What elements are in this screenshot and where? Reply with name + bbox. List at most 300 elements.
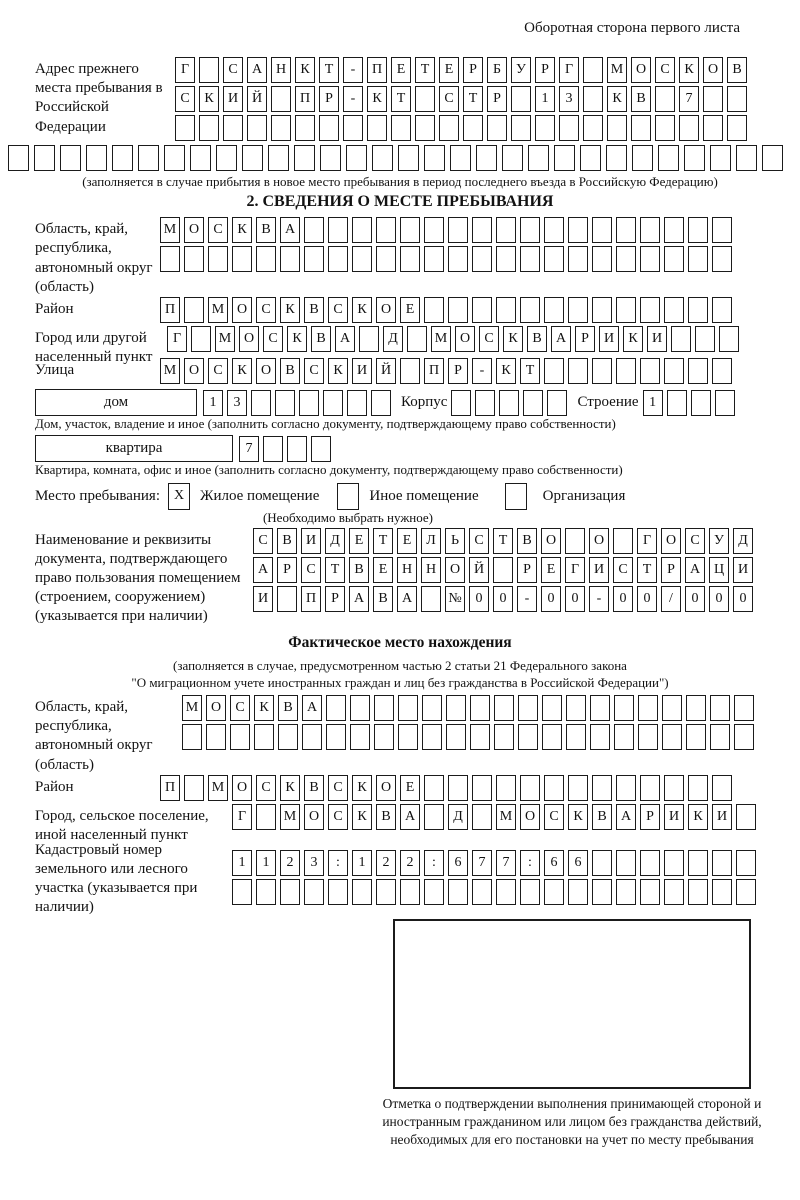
char-box[interactable] [350,724,370,750]
char-box[interactable]: 7 [496,850,516,876]
char-box[interactable] [736,804,756,830]
char-box[interactable] [424,804,444,830]
char-box[interactable]: М [182,695,202,721]
char-box[interactable] [446,724,466,750]
char-box[interactable] [544,297,564,323]
char-box[interactable]: К [199,86,219,112]
char-box[interactable] [323,390,343,416]
char-box[interactable] [451,390,471,416]
char-box[interactable]: О [589,528,609,554]
char-box[interactable] [424,217,444,243]
char-box[interactable]: Р [640,804,660,830]
char-box[interactable] [472,246,492,272]
char-box[interactable]: Н [397,557,417,583]
char-box[interactable] [302,724,322,750]
char-box[interactable] [242,145,263,171]
char-box[interactable] [230,724,250,750]
char-box[interactable] [487,115,507,141]
char-box[interactable] [616,879,636,905]
char-box[interactable] [568,217,588,243]
char-box[interactable] [450,145,471,171]
char-box[interactable] [350,695,370,721]
char-box[interactable] [616,850,636,876]
char-box[interactable] [175,115,195,141]
char-box[interactable] [710,724,730,750]
char-box[interactable] [182,724,202,750]
char-box[interactable]: В [592,804,612,830]
char-box[interactable]: - [589,586,609,612]
char-box[interactable]: 0 [565,586,585,612]
char-box[interactable]: / [661,586,681,612]
char-box[interactable] [655,86,675,112]
char-box[interactable]: С [613,557,633,583]
char-box[interactable]: А [400,804,420,830]
char-box[interactable]: С [263,326,283,352]
char-box[interactable] [320,145,341,171]
char-box[interactable]: А [685,557,705,583]
char-box[interactable] [542,695,562,721]
char-box[interactable] [520,879,540,905]
char-box[interactable] [232,246,252,272]
char-box[interactable]: 6 [568,850,588,876]
char-box[interactable] [614,724,634,750]
char-box[interactable] [736,850,756,876]
char-box[interactable]: М [496,804,516,830]
char-box[interactable]: 3 [304,850,324,876]
char-box[interactable]: 2 [400,850,420,876]
char-box[interactable]: Г [232,804,252,830]
char-box[interactable] [415,115,435,141]
char-box[interactable]: О [304,804,324,830]
char-box[interactable] [422,724,442,750]
char-box[interactable] [374,695,394,721]
char-box[interactable] [542,724,562,750]
char-box[interactable] [583,115,603,141]
char-box[interactable] [199,115,219,141]
char-box[interactable]: П [424,358,444,384]
char-box[interactable] [472,879,492,905]
char-box[interactable] [703,86,723,112]
char-box[interactable]: Д [383,326,403,352]
char-box[interactable]: К [254,695,274,721]
char-box[interactable]: Т [415,57,435,83]
char-box[interactable]: С [304,358,324,384]
char-box[interactable] [502,145,523,171]
apartment-type-box[interactable]: квартира [35,435,233,462]
char-box[interactable] [294,145,315,171]
char-box[interactable] [328,217,348,243]
char-box[interactable] [616,297,636,323]
char-box[interactable]: - [472,358,492,384]
char-box[interactable] [34,145,55,171]
char-box[interactable]: В [631,86,651,112]
char-box[interactable]: У [709,528,729,554]
char-box[interactable] [684,145,705,171]
char-box[interactable] [640,246,660,272]
char-box[interactable]: Т [463,86,483,112]
char-box[interactable]: Ь [445,528,465,554]
char-box[interactable]: И [712,804,732,830]
char-box[interactable]: О [661,528,681,554]
char-box[interactable]: В [373,586,393,612]
char-box[interactable]: А [551,326,571,352]
char-box[interactable] [304,246,324,272]
char-box[interactable]: К [367,86,387,112]
char-box[interactable] [328,879,348,905]
char-box[interactable]: Т [373,528,393,554]
char-box[interactable]: С [256,775,276,801]
char-box[interactable]: К [623,326,643,352]
char-box[interactable] [352,246,372,272]
char-box[interactable]: В [256,217,276,243]
char-box[interactable] [520,217,540,243]
char-box[interactable] [710,145,731,171]
char-box[interactable] [736,145,757,171]
char-box[interactable] [712,358,732,384]
char-box[interactable]: К [688,804,708,830]
char-box[interactable] [566,695,586,721]
char-box[interactable] [640,358,660,384]
char-box[interactable] [590,695,610,721]
char-box[interactable] [727,115,747,141]
char-box[interactable]: Е [373,557,393,583]
char-box[interactable]: И [599,326,619,352]
char-box[interactable] [415,86,435,112]
char-box[interactable]: П [367,57,387,83]
char-box[interactable] [535,115,555,141]
char-box[interactable] [407,326,427,352]
char-box[interactable] [494,695,514,721]
char-box[interactable]: Р [575,326,595,352]
char-box[interactable] [448,775,468,801]
char-box[interactable] [734,724,754,750]
char-box[interactable]: Н [271,57,291,83]
char-box[interactable] [592,217,612,243]
char-box[interactable] [640,775,660,801]
char-box[interactable]: П [301,586,321,612]
char-box[interactable] [304,879,324,905]
char-box[interactable]: И [253,586,273,612]
char-box[interactable] [112,145,133,171]
char-box[interactable] [592,297,612,323]
char-box[interactable] [734,695,754,721]
char-box[interactable]: К [352,804,372,830]
char-box[interactable]: К [679,57,699,83]
char-box[interactable]: О [184,217,204,243]
char-box[interactable] [664,246,684,272]
char-box[interactable]: В [304,775,324,801]
char-box[interactable] [268,145,289,171]
char-box[interactable]: С [301,557,321,583]
char-box[interactable]: А [253,557,273,583]
char-box[interactable] [398,145,419,171]
char-box[interactable]: В [727,57,747,83]
char-box[interactable] [616,217,636,243]
char-box[interactable] [398,695,418,721]
char-box[interactable]: К [352,775,372,801]
char-box[interactable] [554,145,575,171]
char-box[interactable]: И [647,326,667,352]
char-box[interactable]: № [445,586,465,612]
char-box[interactable]: И [589,557,609,583]
char-box[interactable]: В [280,358,300,384]
char-box[interactable] [247,115,267,141]
char-box[interactable] [496,297,516,323]
char-box[interactable]: К [496,358,516,384]
char-box[interactable] [520,297,540,323]
char-box[interactable]: А [247,57,267,83]
char-box[interactable] [518,724,538,750]
char-box[interactable]: Р [463,57,483,83]
char-box[interactable]: О [232,775,252,801]
char-box[interactable] [688,246,708,272]
char-box[interactable]: В [311,326,331,352]
char-box[interactable]: С [328,297,348,323]
char-box[interactable] [251,390,271,416]
char-box[interactable]: С [685,528,705,554]
char-box[interactable]: 3 [227,390,247,416]
char-box[interactable] [367,115,387,141]
char-box[interactable] [688,217,708,243]
char-box[interactable]: Г [175,57,195,83]
char-box[interactable]: : [520,850,540,876]
char-box[interactable]: 1 [352,850,372,876]
char-box[interactable]: М [208,775,228,801]
char-box[interactable] [712,850,732,876]
char-box[interactable]: О [256,358,276,384]
char-box[interactable] [686,724,706,750]
char-box[interactable]: Е [391,57,411,83]
char-box[interactable] [295,115,315,141]
house-type-box[interactable]: дом [35,389,197,416]
char-box[interactable] [544,775,564,801]
char-box[interactable] [658,145,679,171]
char-box[interactable] [256,879,276,905]
char-box[interactable] [424,775,444,801]
stay-type-checkbox-residential[interactable]: X [168,483,190,510]
char-box[interactable] [511,86,531,112]
char-box[interactable]: 0 [685,586,705,612]
char-box[interactable]: 0 [541,586,561,612]
char-box[interactable]: О [232,297,252,323]
char-box[interactable] [254,724,274,750]
char-box[interactable]: Е [349,528,369,554]
char-box[interactable]: Й [376,358,396,384]
char-box[interactable]: Т [520,358,540,384]
char-box[interactable] [280,879,300,905]
char-box[interactable]: К [352,297,372,323]
char-box[interactable] [256,804,276,830]
char-box[interactable] [691,390,711,416]
char-box[interactable] [352,217,372,243]
char-box[interactable] [583,86,603,112]
char-box[interactable] [496,217,516,243]
char-box[interactable]: О [445,557,465,583]
char-box[interactable] [359,326,379,352]
char-box[interactable]: А [335,326,355,352]
char-box[interactable]: И [301,528,321,554]
char-box[interactable] [400,879,420,905]
char-box[interactable] [688,297,708,323]
char-box[interactable] [304,217,324,243]
char-box[interactable]: О [184,358,204,384]
char-box[interactable]: 1 [203,390,223,416]
char-box[interactable] [664,850,684,876]
char-box[interactable] [632,145,653,171]
char-box[interactable]: Й [469,557,489,583]
char-box[interactable]: А [397,586,417,612]
char-box[interactable]: 7 [239,436,259,462]
char-box[interactable] [446,695,466,721]
char-box[interactable]: К [328,358,348,384]
char-box[interactable] [695,326,715,352]
char-box[interactable]: М [160,358,180,384]
char-box[interactable] [472,804,492,830]
char-box[interactable]: С [544,804,564,830]
char-box[interactable]: Г [559,57,579,83]
char-box[interactable]: Т [391,86,411,112]
char-box[interactable]: А [616,804,636,830]
char-box[interactable] [391,115,411,141]
char-box[interactable]: С [208,358,228,384]
char-box[interactable] [679,115,699,141]
char-box[interactable] [496,246,516,272]
char-box[interactable]: 1 [643,390,663,416]
char-box[interactable]: И [664,804,684,830]
char-box[interactable]: Б [487,57,507,83]
char-box[interactable] [448,246,468,272]
char-box[interactable] [263,436,283,462]
char-box[interactable] [190,145,211,171]
char-box[interactable]: С [175,86,195,112]
char-box[interactable] [592,246,612,272]
char-box[interactable] [275,390,295,416]
char-box[interactable] [160,246,180,272]
char-box[interactable] [280,246,300,272]
char-box[interactable]: 7 [472,850,492,876]
char-box[interactable]: Д [448,804,468,830]
char-box[interactable]: Т [325,557,345,583]
char-box[interactable] [278,724,298,750]
char-box[interactable]: К [232,358,252,384]
char-box[interactable]: К [295,57,315,83]
char-box[interactable] [568,297,588,323]
char-box[interactable] [640,217,660,243]
char-box[interactable] [616,358,636,384]
char-box[interactable] [424,145,445,171]
char-box[interactable]: О [376,775,396,801]
char-box[interactable] [232,879,252,905]
char-box[interactable]: С [256,297,276,323]
char-box[interactable]: 0 [469,586,489,612]
char-box[interactable]: О [455,326,475,352]
char-box[interactable] [712,217,732,243]
char-box[interactable] [592,775,612,801]
char-box[interactable]: : [424,850,444,876]
char-box[interactable] [520,775,540,801]
char-box[interactable] [664,358,684,384]
char-box[interactable]: Ц [709,557,729,583]
char-box[interactable] [664,775,684,801]
char-box[interactable] [398,724,418,750]
char-box[interactable] [223,115,243,141]
char-box[interactable]: В [376,804,396,830]
char-box[interactable]: А [280,217,300,243]
char-box[interactable]: А [349,586,369,612]
char-box[interactable]: С [479,326,499,352]
char-box[interactable]: М [607,57,627,83]
char-box[interactable] [568,358,588,384]
char-box[interactable]: О [703,57,723,83]
char-box[interactable]: 0 [637,586,657,612]
char-box[interactable] [607,115,627,141]
char-box[interactable] [191,326,211,352]
char-box[interactable]: Р [448,358,468,384]
char-box[interactable] [448,879,468,905]
char-box[interactable] [712,297,732,323]
char-box[interactable] [376,879,396,905]
char-box[interactable]: 1 [256,850,276,876]
char-box[interactable] [424,879,444,905]
char-box[interactable] [476,145,497,171]
char-box[interactable]: Л [421,528,441,554]
char-box[interactable]: 1 [535,86,555,112]
char-box[interactable]: К [568,804,588,830]
char-box[interactable] [184,246,204,272]
char-box[interactable]: К [280,297,300,323]
char-box[interactable]: Й [247,86,267,112]
char-box[interactable] [496,879,516,905]
char-box[interactable] [346,145,367,171]
char-box[interactable] [400,217,420,243]
char-box[interactable]: С [208,217,228,243]
char-box[interactable] [472,217,492,243]
char-box[interactable]: О [239,326,259,352]
char-box[interactable] [371,390,391,416]
char-box[interactable] [424,297,444,323]
char-box[interactable] [638,695,658,721]
char-box[interactable]: М [280,804,300,830]
char-box[interactable] [493,557,513,583]
char-box[interactable] [326,724,346,750]
char-box[interactable]: В [517,528,537,554]
char-box[interactable]: О [631,57,651,83]
char-box[interactable] [547,390,567,416]
char-box[interactable] [590,724,610,750]
char-box[interactable] [463,115,483,141]
char-box[interactable] [719,326,739,352]
char-box[interactable]: Е [400,775,420,801]
char-box[interactable]: И [223,86,243,112]
char-box[interactable] [631,115,651,141]
char-box[interactable]: Г [637,528,657,554]
char-box[interactable] [319,115,339,141]
char-box[interactable] [662,695,682,721]
char-box[interactable] [328,246,348,272]
char-box[interactable] [616,246,636,272]
char-box[interactable] [568,775,588,801]
char-box[interactable]: П [160,775,180,801]
char-box[interactable]: 6 [544,850,564,876]
char-box[interactable]: 0 [709,586,729,612]
char-box[interactable] [518,695,538,721]
char-box[interactable] [208,246,228,272]
char-box[interactable] [376,217,396,243]
char-box[interactable] [287,436,307,462]
char-box[interactable] [565,528,585,554]
char-box[interactable] [703,115,723,141]
char-box[interactable]: 0 [733,586,753,612]
